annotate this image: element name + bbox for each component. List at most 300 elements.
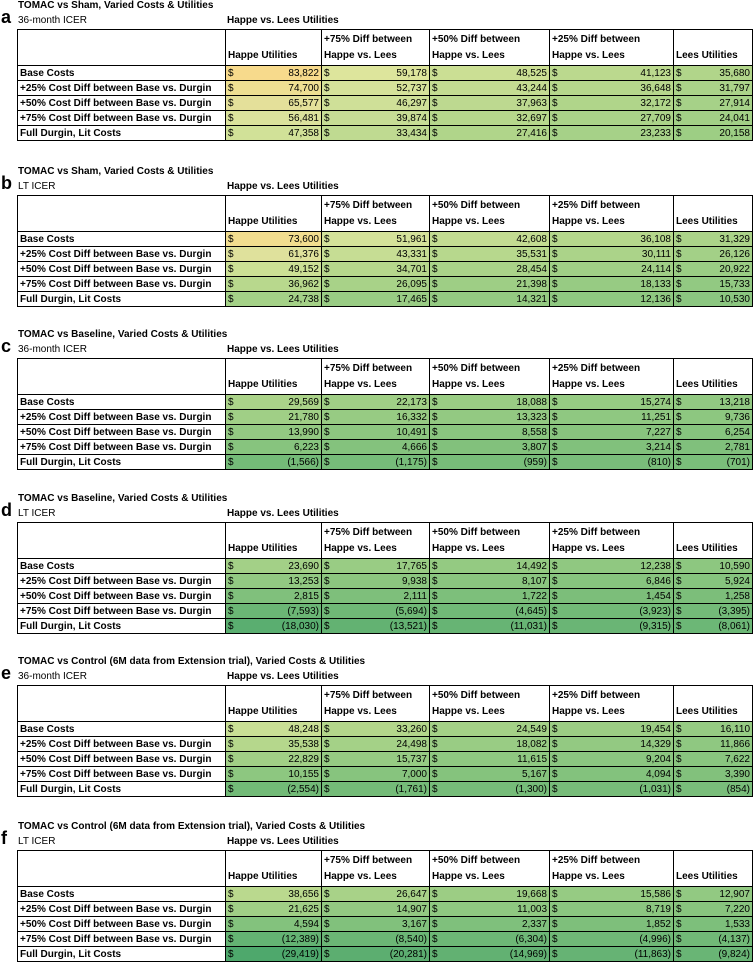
value-number: 32,697	[516, 112, 547, 124]
value-number: (8,540)	[395, 933, 427, 945]
value-cell	[226, 440, 322, 455]
value-cell	[550, 262, 674, 277]
value-wrap	[228, 127, 319, 140]
currency-symbol: $	[324, 783, 330, 795]
row-label: Full Durgin, Lit Costs	[18, 947, 226, 962]
table-row	[18, 737, 753, 752]
value-number: 1,454	[645, 590, 671, 602]
value-cell	[430, 782, 550, 797]
currency-symbol: $	[228, 903, 234, 915]
value-cell	[550, 589, 674, 604]
table-row	[18, 410, 753, 425]
row-label: +50% Cost Diff between Base vs. Durgin	[18, 425, 226, 440]
value-cell	[550, 902, 674, 917]
currency-symbol: $	[324, 263, 330, 275]
column-header: Happe Utilities	[226, 523, 322, 559]
value-cell	[226, 455, 322, 470]
value-cell	[226, 752, 322, 767]
value-wrap	[324, 396, 427, 409]
value-cell	[322, 767, 430, 782]
table-row	[18, 619, 753, 634]
value-number: (1,031)	[639, 783, 671, 795]
value-wrap	[324, 112, 427, 125]
value-wrap	[228, 233, 319, 246]
header-corner-cell	[18, 359, 226, 395]
row-label: +50% Cost Diff between Base vs. Durgin	[18, 917, 226, 932]
value-number: (4,645)	[515, 605, 547, 617]
value-wrap	[552, 590, 671, 603]
value-wrap	[324, 97, 427, 110]
currency-symbol: $	[432, 233, 438, 245]
value-number: 6,254	[724, 426, 750, 438]
table-row	[18, 902, 753, 917]
table-row	[18, 81, 753, 96]
value-number: 42,608	[516, 233, 547, 245]
value-cell	[550, 81, 674, 96]
currency-symbol: $	[432, 278, 438, 290]
table-row	[18, 589, 753, 604]
value-number: 11,866	[720, 738, 750, 750]
currency-symbol: $	[324, 293, 330, 305]
table-row	[18, 767, 753, 782]
value-cell	[430, 917, 550, 932]
column-header: +25% Diff between Happe vs. Lees	[550, 686, 674, 722]
header-row	[18, 196, 753, 232]
currency-symbol: $	[676, 560, 682, 572]
value-cell	[430, 604, 550, 619]
currency-symbol: $	[432, 263, 438, 275]
table-row	[18, 111, 753, 126]
panel-subtitle: LT ICER	[18, 836, 56, 847]
value-cell	[322, 589, 430, 604]
value-wrap	[552, 248, 671, 261]
panel-title: TOMAC vs Baseline, Varied Costs & Utilities	[18, 329, 228, 340]
value-number: 36,108	[640, 233, 671, 245]
currency-symbol: $	[228, 933, 234, 945]
value-number: 10,491	[396, 426, 427, 438]
value-wrap	[676, 456, 750, 469]
value-wrap	[432, 263, 547, 276]
table-row	[18, 752, 753, 767]
column-header: +25% Diff between Happe vs. Lees	[550, 523, 674, 559]
value-wrap	[432, 67, 547, 80]
value-cell	[674, 232, 753, 247]
value-number: (4,996)	[639, 933, 671, 945]
value-number: 27,709	[640, 112, 671, 124]
currency-symbol: $	[676, 723, 682, 735]
value-wrap	[552, 263, 671, 276]
value-number: 33,260	[396, 723, 427, 735]
value-number: (5,694)	[395, 605, 427, 617]
currency-symbol: $	[676, 233, 682, 245]
row-label: Full Durgin, Lit Costs	[18, 619, 226, 634]
value-cell	[674, 425, 753, 440]
currency-symbol: $	[324, 248, 330, 260]
currency-symbol: $	[432, 560, 438, 572]
value-cell	[322, 395, 430, 410]
currency-symbol: $	[676, 575, 682, 587]
panel-b	[0, 166, 754, 316]
value-wrap	[552, 127, 671, 140]
value-number: (11,863)	[634, 948, 671, 960]
value-wrap	[552, 233, 671, 246]
row-label: Full Durgin, Lit Costs	[18, 292, 226, 307]
value-cell	[430, 425, 550, 440]
value-wrap	[324, 293, 427, 306]
value-wrap	[676, 933, 750, 946]
currency-symbol: $	[432, 783, 438, 795]
value-wrap	[552, 112, 671, 125]
currency-symbol: $	[552, 888, 558, 900]
value-wrap	[676, 768, 750, 781]
value-wrap	[676, 278, 750, 291]
value-number: 10,530	[719, 293, 750, 305]
value-cell	[430, 619, 550, 634]
value-number: 11,251	[641, 411, 671, 423]
group-label: Happe vs. Lees Utilities	[227, 15, 339, 26]
currency-symbol: $	[324, 127, 330, 139]
value-number: 41,123	[640, 67, 671, 79]
currency-symbol: $	[552, 560, 558, 572]
value-cell	[322, 232, 430, 247]
panel-a	[0, 0, 754, 150]
currency-symbol: $	[324, 396, 330, 408]
currency-symbol: $	[676, 278, 682, 290]
currency-symbol: $	[552, 753, 558, 765]
value-cell	[226, 574, 322, 589]
value-number: (2,554)	[287, 783, 319, 795]
value-wrap	[324, 560, 427, 573]
value-number: 6,223	[293, 441, 319, 453]
value-wrap	[552, 575, 671, 588]
value-cell	[550, 559, 674, 574]
value-number: 36,648	[640, 82, 671, 94]
value-number: 1,533	[724, 918, 750, 930]
currency-symbol: $	[432, 768, 438, 780]
value-wrap	[228, 426, 319, 439]
value-number: 8,558	[521, 426, 547, 438]
value-number: 31,329	[719, 233, 750, 245]
value-wrap	[228, 783, 319, 796]
value-number: 18,133	[640, 278, 671, 290]
table-row	[18, 932, 753, 947]
currency-symbol: $	[676, 263, 682, 275]
value-number: 21,780	[288, 411, 319, 423]
value-number: 24,114	[641, 263, 671, 275]
value-number: 15,586	[640, 888, 671, 900]
currency-symbol: $	[552, 426, 558, 438]
value-wrap	[676, 293, 750, 306]
value-cell	[550, 782, 674, 797]
value-wrap	[324, 456, 427, 469]
header-row	[18, 30, 753, 66]
currency-symbol: $	[552, 620, 558, 632]
value-cell	[226, 292, 322, 307]
value-cell	[674, 947, 753, 962]
currency-symbol: $	[552, 456, 558, 468]
currency-symbol: $	[228, 620, 234, 632]
column-header: Lees Utilities	[674, 851, 753, 887]
value-number: 14,907	[396, 903, 427, 915]
table-row	[18, 425, 753, 440]
row-label: +75% Cost Diff between Base vs. Durgin	[18, 932, 226, 947]
value-number: (18,030)	[281, 620, 319, 632]
row-label: +25% Cost Diff between Base vs. Durgin	[18, 247, 226, 262]
header-row	[18, 523, 753, 559]
table-row	[18, 292, 753, 307]
currency-symbol: $	[676, 127, 682, 139]
value-wrap	[676, 723, 750, 736]
currency-symbol: $	[432, 293, 438, 305]
value-wrap	[432, 396, 547, 409]
currency-symbol: $	[552, 768, 558, 780]
currency-symbol: $	[228, 888, 234, 900]
value-cell	[226, 559, 322, 574]
value-wrap	[552, 605, 671, 618]
value-cell	[550, 455, 674, 470]
row-label: Full Durgin, Lit Costs	[18, 782, 226, 797]
value-cell	[226, 425, 322, 440]
currency-symbol: $	[676, 753, 682, 765]
column-header: +75% Diff between Happe vs. Lees	[322, 359, 430, 395]
value-wrap	[324, 948, 427, 961]
column-header: Happe Utilities	[226, 30, 322, 66]
value-cell	[674, 589, 753, 604]
value-number: 35,531	[516, 248, 547, 260]
value-number: 4,594	[293, 918, 319, 930]
value-wrap	[432, 112, 547, 125]
value-number: (8,061)	[718, 620, 750, 632]
value-number: (13,521)	[389, 620, 427, 632]
value-wrap	[228, 97, 319, 110]
value-wrap	[552, 411, 671, 424]
value-wrap	[324, 441, 427, 454]
value-number: (1,761)	[395, 783, 427, 795]
value-wrap	[324, 426, 427, 439]
value-wrap	[324, 620, 427, 633]
panel-subtitle: LT ICER	[18, 181, 56, 192]
currency-symbol: $	[324, 903, 330, 915]
value-cell	[550, 66, 674, 81]
currency-symbol: $	[324, 918, 330, 930]
currency-symbol: $	[228, 918, 234, 930]
value-wrap	[676, 888, 750, 901]
value-wrap	[324, 263, 427, 276]
value-number: 74,700	[288, 82, 319, 94]
currency-symbol: $	[552, 293, 558, 305]
icer-table	[17, 850, 753, 962]
table-row	[18, 455, 753, 470]
value-number: 14,492	[516, 560, 547, 572]
value-number: 34,701	[396, 263, 427, 275]
value-wrap	[228, 590, 319, 603]
value-number: 51,961	[396, 233, 427, 245]
column-header: +25% Diff between Happe vs. Lees	[550, 851, 674, 887]
value-number: (959)	[523, 456, 547, 468]
panel-letter: c	[1, 336, 12, 356]
currency-symbol: $	[228, 723, 234, 735]
panel-letter: d	[1, 500, 12, 520]
value-cell	[322, 752, 430, 767]
value-cell	[550, 111, 674, 126]
currency-symbol: $	[324, 575, 330, 587]
value-cell	[430, 752, 550, 767]
value-cell	[226, 410, 322, 425]
value-wrap	[676, 918, 750, 931]
value-wrap	[432, 590, 547, 603]
value-number: 23,233	[640, 127, 671, 139]
value-number: (810)	[647, 456, 671, 468]
value-wrap	[228, 82, 319, 95]
icer-table	[17, 685, 753, 797]
value-number: 48,525	[516, 67, 547, 79]
value-cell	[322, 247, 430, 262]
value-number: 13,253	[288, 575, 319, 587]
value-cell	[674, 559, 753, 574]
table-row	[18, 574, 753, 589]
column-header: +25% Diff between Happe vs. Lees	[550, 30, 674, 66]
value-wrap	[324, 278, 427, 291]
value-wrap	[676, 82, 750, 95]
value-number: (9,315)	[639, 620, 671, 632]
value-wrap	[676, 620, 750, 633]
currency-symbol: $	[324, 560, 330, 572]
value-number: 14,329	[640, 738, 671, 750]
value-wrap	[432, 97, 547, 110]
value-number: (11,031)	[510, 620, 547, 632]
value-cell	[322, 737, 430, 752]
column-header: Happe Utilities	[226, 851, 322, 887]
currency-symbol: $	[552, 248, 558, 260]
value-wrap	[552, 620, 671, 633]
value-cell	[550, 277, 674, 292]
value-wrap	[552, 278, 671, 291]
value-cell	[322, 111, 430, 126]
row-label: +75% Cost Diff between Base vs. Durgin	[18, 604, 226, 619]
value-wrap	[432, 82, 547, 95]
value-number: 21,398	[516, 278, 547, 290]
value-wrap	[552, 753, 671, 766]
value-number: 18,088	[516, 396, 547, 408]
value-wrap	[228, 278, 319, 291]
currency-symbol: $	[676, 396, 682, 408]
currency-symbol: $	[552, 918, 558, 930]
currency-symbol: $	[228, 590, 234, 602]
value-wrap	[552, 948, 671, 961]
value-wrap	[676, 127, 750, 140]
value-wrap	[676, 560, 750, 573]
value-wrap	[228, 723, 319, 736]
value-number: 18,082	[516, 738, 547, 750]
value-number: (3,395)	[718, 605, 750, 617]
currency-symbol: $	[324, 768, 330, 780]
value-number: 6,846	[645, 575, 671, 587]
currency-symbol: $	[552, 112, 558, 124]
value-cell	[226, 111, 322, 126]
row-label: +50% Cost Diff between Base vs. Durgin	[18, 262, 226, 277]
value-number: 12,136	[640, 293, 671, 305]
currency-symbol: $	[676, 783, 682, 795]
value-cell	[430, 589, 550, 604]
row-label: +75% Cost Diff between Base vs. Durgin	[18, 111, 226, 126]
value-wrap	[552, 723, 671, 736]
column-header: Happe Utilities	[226, 196, 322, 232]
currency-symbol: $	[324, 948, 330, 960]
value-cell	[674, 440, 753, 455]
value-wrap	[228, 67, 319, 80]
panel-title: TOMAC vs Sham, Varied Costs & Utilities	[18, 0, 214, 11]
value-number: 13,990	[288, 426, 319, 438]
value-wrap	[228, 441, 319, 454]
value-cell	[430, 66, 550, 81]
currency-symbol: $	[432, 127, 438, 139]
value-number: (1,175)	[395, 456, 427, 468]
value-number: 46,297	[396, 97, 427, 109]
value-cell	[550, 425, 674, 440]
column-header: Lees Utilities	[674, 196, 753, 232]
value-wrap	[552, 783, 671, 796]
value-wrap	[324, 411, 427, 424]
currency-symbol: $	[432, 753, 438, 765]
value-wrap	[228, 620, 319, 633]
value-wrap	[324, 888, 427, 901]
column-header: +75% Diff between Happe vs. Lees	[322, 196, 430, 232]
value-cell	[674, 455, 753, 470]
value-number: 19,454	[640, 723, 671, 735]
currency-symbol: $	[324, 411, 330, 423]
currency-symbol: $	[676, 918, 682, 930]
value-wrap	[432, 605, 547, 618]
value-wrap	[432, 426, 547, 439]
value-number: 8,107	[521, 575, 547, 587]
value-number: 39,874	[396, 112, 427, 124]
column-header: +50% Diff between Happe vs. Lees	[430, 30, 550, 66]
panel-e	[0, 656, 754, 806]
currency-symbol: $	[676, 293, 682, 305]
currency-symbol: $	[552, 97, 558, 109]
value-number: 2,781	[724, 441, 750, 453]
group-label: Happe vs. Lees Utilities	[227, 344, 339, 355]
value-wrap	[676, 233, 750, 246]
value-cell	[550, 232, 674, 247]
value-wrap	[676, 948, 750, 961]
value-cell	[550, 917, 674, 932]
value-cell	[550, 752, 674, 767]
value-number: 35,680	[719, 67, 750, 79]
value-cell	[550, 722, 674, 737]
currency-symbol: $	[432, 738, 438, 750]
value-wrap	[676, 605, 750, 618]
currency-symbol: $	[432, 441, 438, 453]
value-wrap	[324, 590, 427, 603]
panel-letter: b	[1, 173, 12, 193]
currency-symbol: $	[552, 411, 558, 423]
value-number: 22,829	[288, 753, 319, 765]
value-number: 24,041	[719, 112, 750, 124]
value-cell	[322, 559, 430, 574]
currency-symbol: $	[552, 263, 558, 275]
value-number: 9,736	[724, 411, 750, 423]
currency-symbol: $	[432, 82, 438, 94]
table-row	[18, 440, 753, 455]
value-cell	[226, 887, 322, 902]
value-cell	[674, 767, 753, 782]
column-header: Lees Utilities	[674, 686, 753, 722]
value-cell	[430, 559, 550, 574]
row-label: +25% Cost Diff between Base vs. Durgin	[18, 737, 226, 752]
value-number: 15,733	[719, 278, 750, 290]
currency-symbol: $	[432, 723, 438, 735]
